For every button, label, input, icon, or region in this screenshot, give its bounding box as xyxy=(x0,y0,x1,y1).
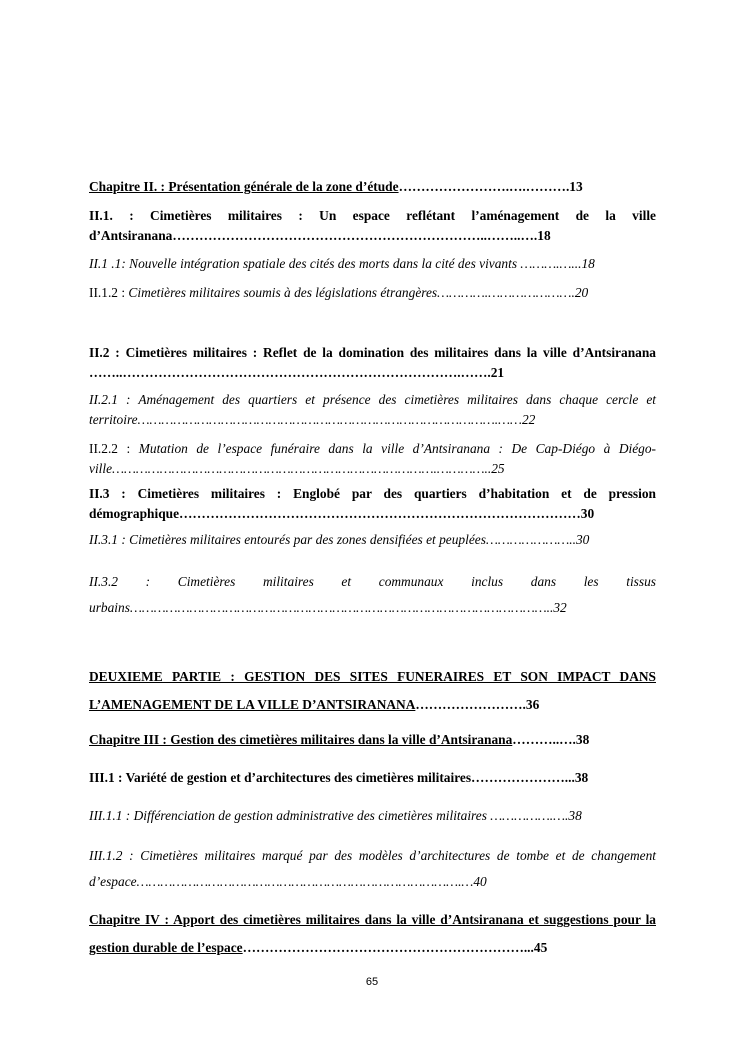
toc-leader: ……………………………………………………………………………… xyxy=(179,506,581,521)
toc-page: 25 xyxy=(491,461,505,476)
toc-title: II.2 : Cimetières militaires : Reflet de la domination des militaires dans la ville d’Antsiranana xyxy=(89,345,656,360)
toc-page: 21 xyxy=(490,365,505,380)
toc-leader: ……….…... xyxy=(517,256,582,271)
toc-leader: ……..………………………………………………………………….……. xyxy=(89,365,491,380)
toc-title: II.3 : Cimetières militaires : Englobé par des quartiers d’habitation et de pression démographique xyxy=(89,486,656,521)
toc-page: 32 xyxy=(553,600,567,615)
toc-title: II.2.1 : Aménagement des quartiers et présence des cimetières militaires dans chaque cercle et territoire xyxy=(89,392,656,427)
toc-entry-ii-1[interactable] xyxy=(89,206,656,246)
toc-page: 36 xyxy=(525,697,540,712)
toc-entry-iii-1-1[interactable] xyxy=(89,806,656,826)
toc-title: DEUXIEME PARTIE : GESTION DES SITES FUNERAIRES ET SON IMPACT DANS L’AMENAGEMENT DE LA VILLE D’ANTSIRANANA xyxy=(89,669,656,712)
toc-entry-ii-1-1[interactable] xyxy=(89,254,656,274)
toc-entry-deuxieme-partie[interactable] xyxy=(89,663,656,719)
toc-leader: ………….…………………. xyxy=(437,285,575,300)
toc-leader: ………………………………………………………... xyxy=(242,940,534,955)
toc-title: III.1.1 : Différenciation de gestion administrative des cimetières militaires xyxy=(89,808,487,823)
toc-entry-ii-3-2[interactable] xyxy=(89,569,656,621)
toc-entry-ii-2-2[interactable] xyxy=(89,439,656,479)
toc-prefix: II.2.2 : xyxy=(89,441,139,456)
toc-title: Chapitre IV : Apport des cimetières militaires dans la ville d’Antsiranana et suggestions pour la gestion durable de l’espace xyxy=(89,912,656,955)
toc-page: 45 xyxy=(533,940,548,955)
toc-leader: ……………………………………………………………..……..…. xyxy=(172,228,538,243)
toc-entry-ii-2-1[interactable] xyxy=(89,390,656,430)
toc-page: 38 xyxy=(568,808,582,823)
toc-entry-ii-3[interactable] xyxy=(89,484,656,524)
toc-title: III.1 : Variété de gestion et d’architectures des cimetières militaires xyxy=(89,770,472,785)
toc-leader: ……………………. xyxy=(415,697,526,712)
toc-prefix: II.1.2 : xyxy=(89,285,129,300)
toc-title: II.3.2 : Cimetières militaires et communaux inclus dans les tissus urbains xyxy=(89,574,656,615)
toc-title: Mutation de l’espace funéraire dans la ville d’Antsiranana : De Cap-Diégo à Diégo-ville xyxy=(89,441,657,476)
toc-leader: …………………………………………………………………………………………….. xyxy=(129,600,554,615)
toc-title: III.1.2 : Cimetières militaires marqué par des modèles d’architectures de tombe et de changement d’espace xyxy=(89,848,656,889)
toc-page: 22 xyxy=(521,412,536,427)
toc-page: 38 xyxy=(574,770,589,785)
toc-entry-iii-1-2[interactable] xyxy=(89,843,656,895)
toc-leader: …………….…. xyxy=(486,808,569,823)
toc-title: Cimetières militaires soumis à des législations étrangères xyxy=(128,285,438,300)
toc-page: 38 xyxy=(575,732,590,747)
toc-leader: …………………….….………. xyxy=(398,179,570,194)
toc-title: II.1. : Cimetières militaires : Un espace reflétant l’aménagement de la ville d’Antsiranana xyxy=(89,208,656,243)
toc-entry-chapitre-3[interactable] xyxy=(89,730,656,750)
toc-leader: ………..…. xyxy=(512,732,576,747)
toc-leader: ……………………………………………………………………….… xyxy=(136,874,474,889)
toc-leader: …………………... xyxy=(471,770,575,785)
toc-page: 18 xyxy=(581,256,595,271)
toc-entry-chapitre-4[interactable] xyxy=(89,906,656,962)
page-number: 65 xyxy=(365,976,379,988)
toc-leader: ……………………………………………………………………………….…… xyxy=(137,412,522,427)
toc-page: 20 xyxy=(574,285,589,300)
toc-title: Chapitre II. : Présentation générale de la zone d’étude xyxy=(89,179,399,194)
toc-entry-ii-1-2[interactable] xyxy=(89,283,656,303)
toc-page: 40 xyxy=(473,874,487,889)
toc-page: 30 xyxy=(575,532,590,547)
toc-title: Chapitre III : Gestion des cimetières militaires dans la ville d’Antsiranana xyxy=(89,732,513,747)
toc-title: II.3.1 : Cimetières militaires entourés par des zones densifiées et peuplées xyxy=(89,532,486,547)
toc-page: 13 xyxy=(569,179,583,194)
toc-leader: ……………………………………………………………………….………….. xyxy=(112,461,492,476)
toc-entry-ii-2[interactable] xyxy=(89,343,656,383)
toc-page: 18 xyxy=(537,228,551,243)
toc-title: II.1 .1: Nouvelle intégration spatiale des cités des morts dans la cité des vivants xyxy=(89,256,518,271)
toc-leader: ………………….. xyxy=(485,532,576,547)
toc-page: 30 xyxy=(580,506,595,521)
toc-entry-iii-1[interactable] xyxy=(89,768,656,788)
toc-entry-ii-3-1[interactable] xyxy=(89,530,656,550)
toc-entry-chapitre-2[interactable] xyxy=(89,177,656,197)
